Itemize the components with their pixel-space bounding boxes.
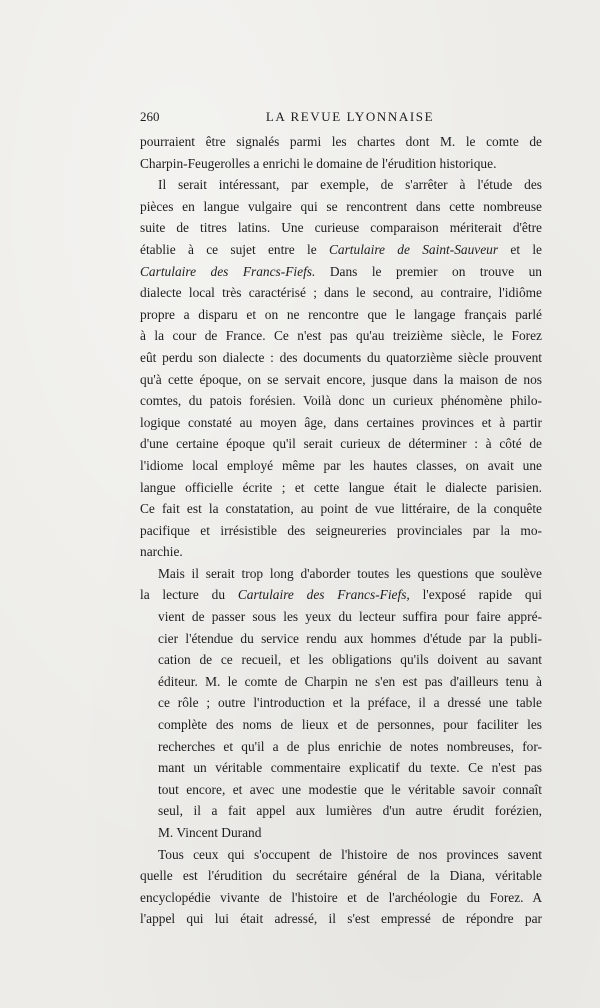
text-line: établie à ce sujet entre le Cartulaire de Saint-Sauveur et le: [140, 241, 542, 257]
running-title: LA REVUE LYONNAISE: [265, 109, 435, 124]
text-line: l'idiome local employé même par les hautes classes, on avait une: [140, 457, 542, 473]
text-line: mant un véritable commentaire explicatif du texte. Ce n'est pas: [158, 760, 542, 776]
paragraph-start-line: Il serait intéressant, par exemple, de s'arrêter à l'étude des: [158, 177, 542, 193]
paragraph-start-line: Mais il serait trop long d'aborder toutes les questions que soulève: [158, 565, 542, 581]
text-line: recherches et qu'il a de plus enrichie de notes nombreuses, for-: [158, 738, 542, 754]
text-line: qu'à cette époque, on se servait encore, jusque dans la maison de nos: [140, 371, 542, 387]
text-line: langue officielle écrite ; et cette langue était le dialecte parisien.: [140, 479, 542, 495]
body-text: [140, 131, 542, 930]
text-line: Charpin-Feugerolles a enrichi le domaine de l'érudition historique.: [140, 155, 497, 171]
text-line: ce rôle ; outre l'introduction et la préface, il a dressé une table: [158, 695, 542, 711]
title-cartulaire-francs-fiefs-2: Cartulaire des Francs-Fiefs,: [237, 587, 410, 603]
text-line: cier l'étendue du service rendu aux hommes d'étude par la publi-: [158, 630, 542, 646]
text-line: vient de passer sous les yeux du lecteur suffira pour faire appré-: [158, 609, 542, 625]
text-line: propre a disparu et on ne rencontre que le langage français parlé: [140, 306, 542, 322]
text-line: eût perdu son dialecte : des documents du quatorzième siècle prouvent: [140, 349, 542, 365]
text-line: suite de titres latins. Une curieuse comparaison mériterait d'être: [140, 220, 542, 236]
text-line: d'une certaine époque qu'il serait curieux de déterminer : à côté de: [140, 436, 542, 452]
text-line: encyclopédie vivante de l'histoire et de l'archéologie du Forez. A: [140, 889, 542, 905]
page-header: [140, 108, 542, 126]
text-line: dialecte local très caractérisé ; dans le second, au contraire, l'idiôme: [140, 285, 542, 301]
text-line: logique constaté au moyen âge, dans certaines provinces et à partir: [140, 414, 542, 430]
text-line: M. Vincent Durand: [158, 825, 262, 840]
text-line: pièces en langue vulgaire qui se rencontrent dans cette nombreuse: [140, 198, 542, 214]
text-line: tout encore, et avec une modestie que le véritable savoir connaît: [158, 781, 542, 797]
text-line: éditeur. M. le comte de Charpin ne s'en est pas d'ailleurs tenu à: [158, 673, 542, 689]
page-number: 260: [140, 109, 160, 124]
text-line: quelle est l'érudition du secrétaire général de la Diana, véritable: [140, 868, 542, 884]
title-cartulaire-saint-sauveur: Cartulaire de Saint-Sauveur: [328, 241, 499, 257]
text-line: narchie.: [140, 544, 183, 560]
text-line: seul, il a fait appel aux lumières d'un autre érudit forézien,: [158, 803, 542, 819]
text-line: Cartulaire des Francs-Fiefs. Dans le premier on trouve un: [140, 263, 542, 279]
text-line: pourraient être signalés parmi les chartes dont M. le comte de: [140, 134, 542, 149]
text-line: complète des noms de lieux et de personnes, pour faciliter les: [158, 717, 542, 733]
text-line: l'appel qui lui était adressé, il s'est empressé de répondre par: [140, 911, 542, 927]
text-line: cation de ce recueil, et les obligations qu'ils doivent au savant: [158, 652, 542, 668]
text-line: Ce fait est la constatation, au point de vue littéraire, de la conquête: [140, 501, 542, 517]
title-cartulaire-francs-fiefs: Cartulaire des Francs-Fiefs.: [140, 263, 316, 279]
text-line: à la cour de France. Ce n'est pas qu'au treizième siècle, le Forez: [140, 328, 542, 344]
paragraph-start-line: Tous ceux qui s'occupent de l'histoire de nos provinces savent: [158, 846, 542, 862]
text-line: comtes, du patois forésien. Voilà donc un curieux phénomène philo-: [140, 393, 542, 409]
text-line: la lecture du Cartulaire des Francs-Fiefs, l'exposé rapide qui: [140, 587, 542, 603]
text-line: pacifique et irrésistible des seigneureries provinciales par la mo-: [140, 522, 542, 538]
